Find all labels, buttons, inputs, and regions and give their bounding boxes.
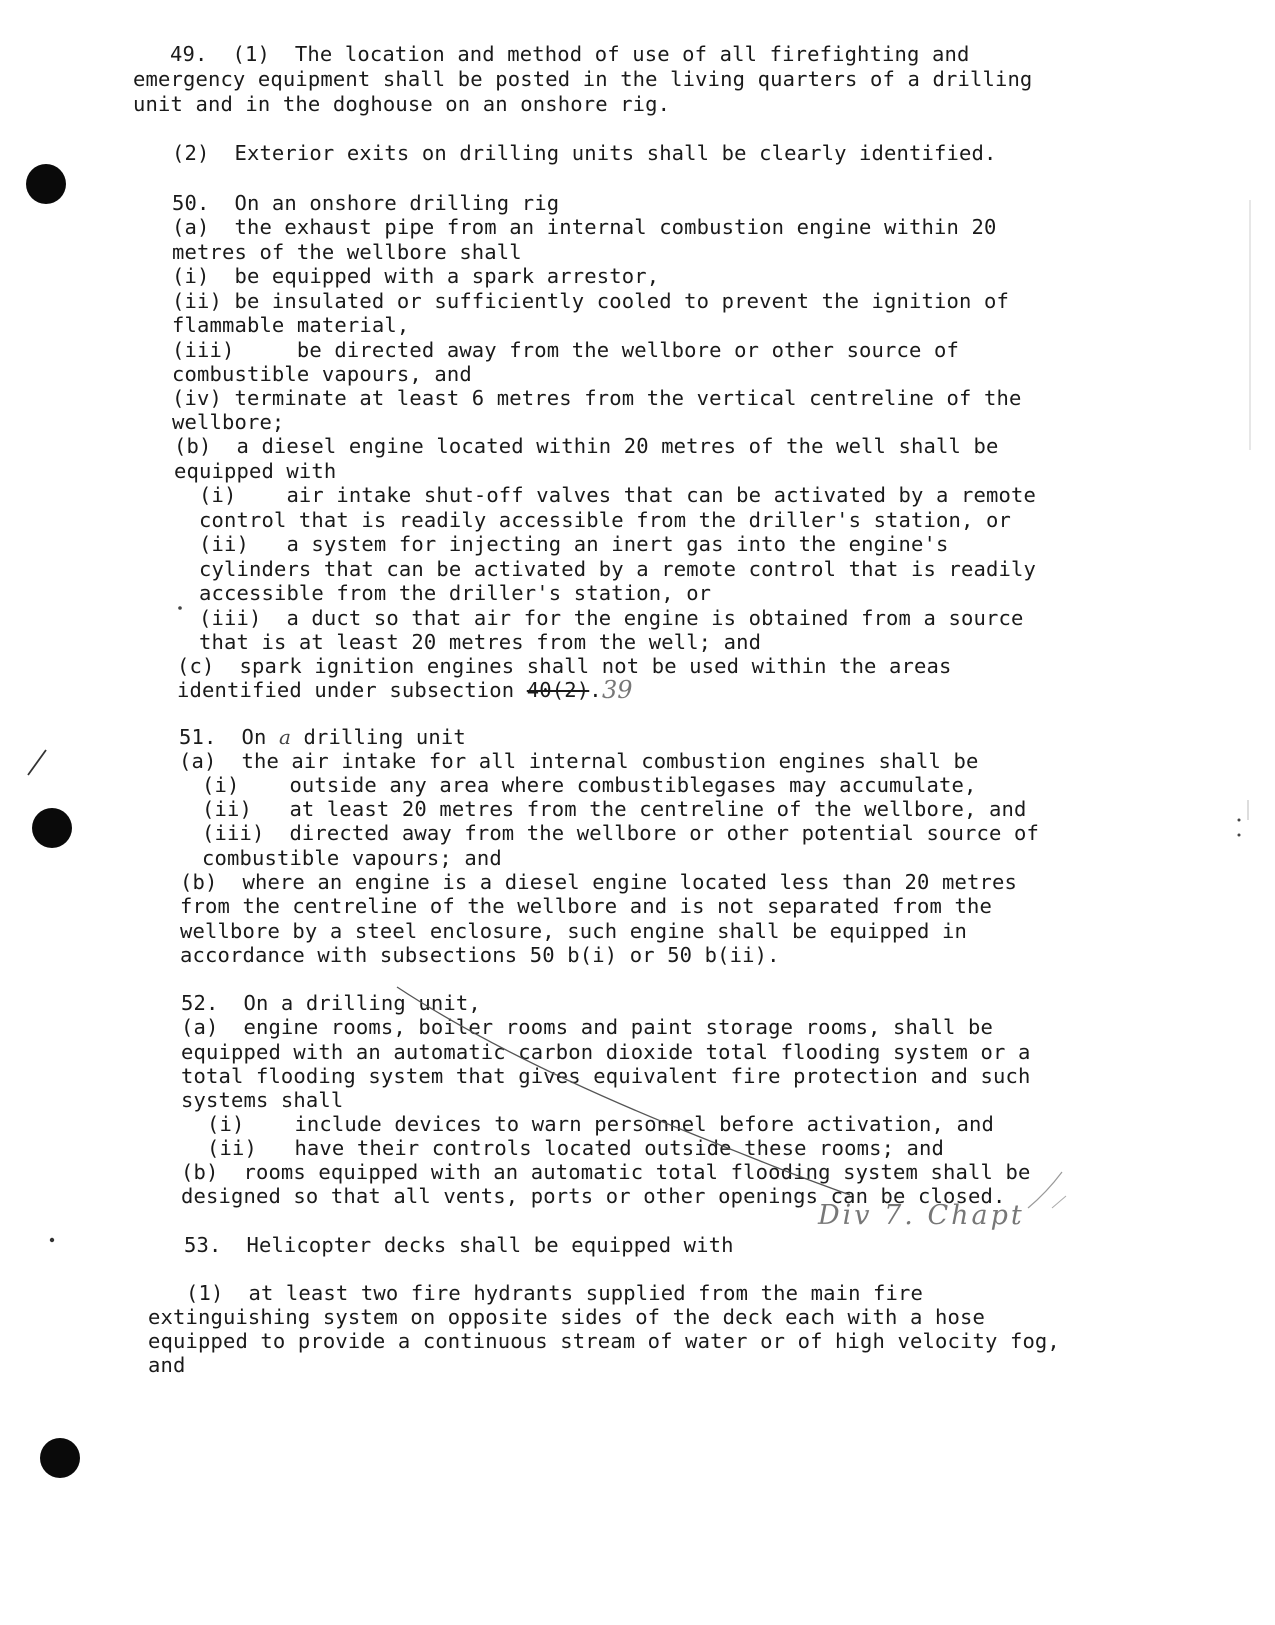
text-line: (i) air intake shut-off valves that can be activated by a remote: [199, 483, 1036, 507]
text-line-with-correction: [177, 678, 602, 703]
text-line: (iii) a duct so that air for the engine is obtained from a source: [199, 606, 1024, 630]
margin-slash-mark: [22, 748, 52, 778]
text-fragment: identified under subsection: [177, 678, 527, 702]
text-line: (i) include devices to warn personnel before activation, and: [207, 1112, 994, 1136]
text-line: cylinders that can be activated by a remote control that is readily: [199, 557, 1036, 581]
text-line: (ii) be insulated or sufficiently cooled to prevent the ignition of: [172, 289, 1009, 313]
text-fragment: drilling unit: [291, 725, 466, 749]
text-line: equipped with: [174, 459, 337, 483]
punch-hole-top: [26, 164, 66, 204]
text-line: metres of the wellbore shall: [172, 240, 522, 264]
period: .: [589, 678, 602, 702]
text-line: total flooding system that gives equivalent fire protection and such: [181, 1064, 1031, 1088]
text-line-with-insertion: [179, 725, 466, 750]
scan-edge-lines: [1236, 160, 1256, 1210]
text-line: accessible from the driller's station, or: [199, 581, 712, 605]
text-line: systems shall: [181, 1088, 344, 1112]
punch-hole-bottom: [40, 1438, 80, 1478]
text-line: 49. (1) The location and method of use of all firefighting and: [170, 42, 970, 66]
text-line: (i) outside any area where combustiblegases may accumulate,: [202, 773, 977, 797]
text-line: unit and in the doghouse on an onshore rig.: [133, 92, 671, 116]
text-line: (ii) have their controls located outside these rooms; and: [207, 1136, 945, 1160]
handwritten-diagonal-stroke: [395, 985, 855, 1200]
handwritten-article: a: [278, 725, 292, 749]
text-line: flammable material,: [172, 313, 410, 337]
text-line: (ii) a system for injecting an inert gas into the engine's: [199, 532, 949, 556]
text-line: that is at least 20 metres from the well; and: [199, 630, 762, 654]
text-line: control that is readily accessible from the driller's station, or: [199, 508, 1011, 532]
text-line: equipped with an automatic carbon dioxide total flooding system or a: [181, 1040, 1031, 1064]
text-line: 53. Helicopter decks shall be equipped with: [184, 1233, 734, 1257]
text-line: (ii) at least 20 metres from the centreline of the wellbore, and: [202, 797, 1027, 821]
text-line: (i) be equipped with a spark arrestor,: [172, 264, 660, 288]
text-line: (iv) terminate at least 6 metres from the vertical centreline of the: [172, 386, 1022, 410]
text-line: emergency equipment shall be posted in the living quarters of a drilling: [133, 67, 1033, 91]
text-line: (b) rooms equipped with an automatic total flooding system shall be: [181, 1160, 1031, 1184]
text-line: (2) Exterior exits on drilling units shall be clearly identified.: [172, 141, 997, 165]
text-line: (1) at least two fire hydrants supplied from the main fire: [186, 1281, 924, 1305]
text-line: and: [148, 1353, 186, 1377]
text-line: extinguishing system on opposite sides of the deck each with a hose: [148, 1305, 985, 1329]
text-line: combustible vapours; and: [202, 846, 502, 870]
handwritten-margin-note: Div 7. Chapt: [818, 1200, 1025, 1231]
text-line: wellbore by a steel enclosure, such engine shall be equipped in: [180, 919, 967, 943]
text-line: 50. On an onshore drilling rig: [172, 191, 560, 215]
text-line: wellbore;: [172, 410, 285, 434]
scan-dot-left-upper: [176, 604, 184, 612]
text-line: (iii) be directed away from the wellbore or other source of: [172, 338, 959, 362]
text-line: 52. On a drilling unit,: [181, 991, 481, 1015]
text-line: (iii) directed away from the wellbore or other potential source of: [202, 821, 1039, 845]
text-line: (b) a diesel engine located within 20 metres of the well shall be: [174, 434, 999, 458]
punch-hole-middle: [32, 808, 72, 848]
text-line: from the centreline of the wellbore and is not separated from the: [180, 894, 992, 918]
text-line: equipped to provide a continuous stream of water or of high velocity fog,: [148, 1329, 1060, 1353]
handwritten-reference: 39: [602, 676, 633, 704]
text-line: combustible vapours, and: [172, 362, 472, 386]
text-fragment: 51. On: [179, 725, 279, 749]
text-line: accordance with subsections 50 b(i) or 50 b(ii).: [180, 943, 780, 967]
scan-dot-left: [48, 1236, 56, 1244]
text-line: (b) where an engine is a diesel engine located less than 20 metres: [180, 870, 1017, 894]
text-line: (a) the exhaust pipe from an internal combustion engine within 20: [172, 215, 997, 239]
handwritten-flourish: [1010, 1168, 1070, 1248]
text-line: (a) the air intake for all internal combustion engines shall be: [179, 749, 979, 773]
text-line: designed so that all vents, ports or other openings can be closed.: [181, 1184, 1006, 1208]
struck-reference: 40(2): [526, 678, 590, 702]
text-line: (c) spark ignition engines shall not be used within the areas: [177, 654, 952, 678]
text-line: (a) engine rooms, boiler rooms and paint storage rooms, shall be: [181, 1015, 993, 1039]
